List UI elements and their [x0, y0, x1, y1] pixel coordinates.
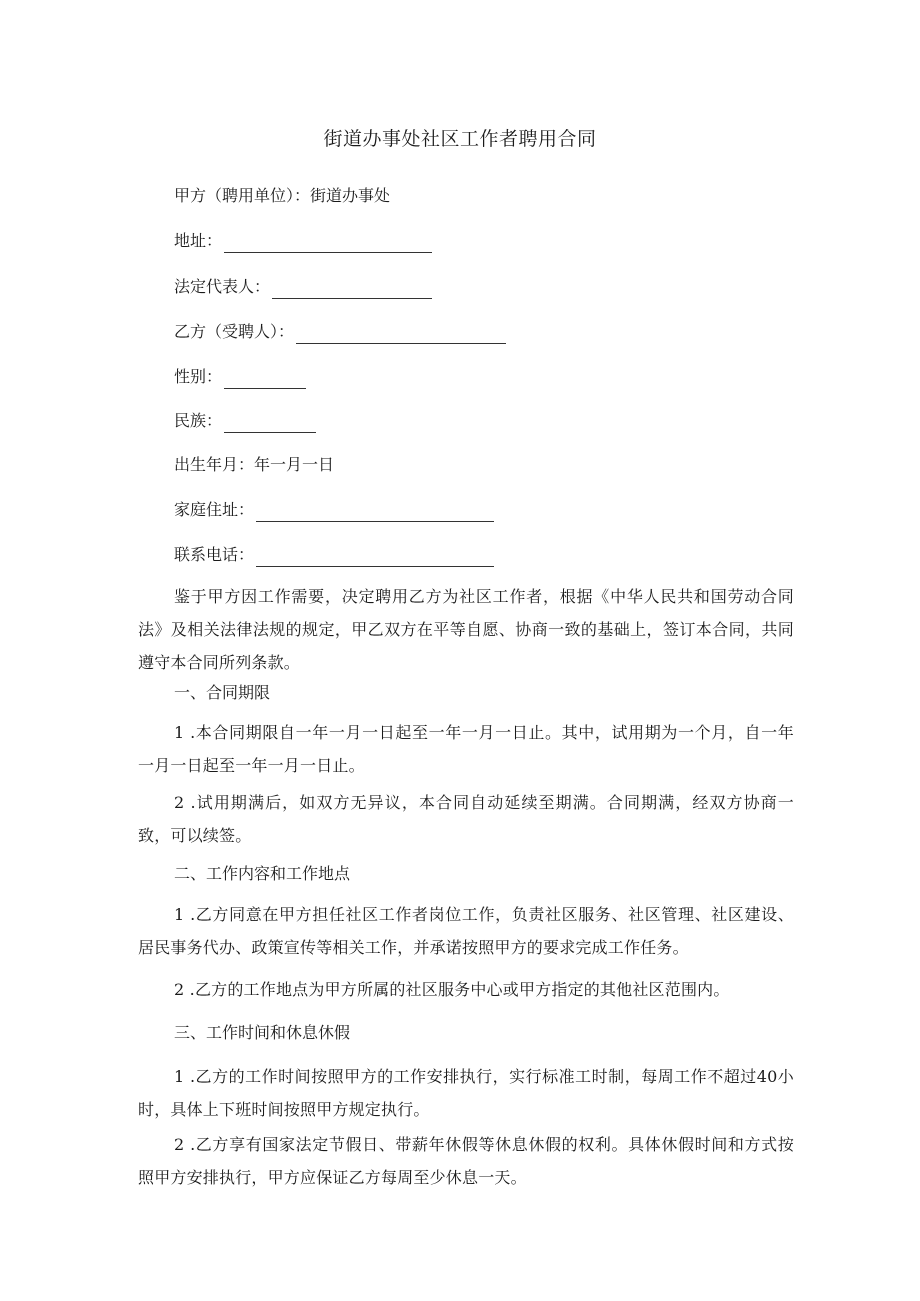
clause-paragraph: 1 .乙方同意在甲方担任社区工作者岗位工作，负责社区服务、社区管理、社区建设、居民事务代办、政策宣传等相关工作，并承诺按照甲方的要求完成工作任务。	[138, 905, 794, 957]
phone-label: 联系电话：	[174, 545, 255, 564]
ethnicity-label: 民族：	[174, 411, 223, 430]
clause-paragraph: 1 .乙方的工作时间按照甲方的工作安排执行，实行标准工时制，每周工作不超过40小时，具体上下班时间按照甲方规定执行。	[138, 1067, 794, 1119]
ethnicity-field	[174, 409, 316, 433]
phone-field	[174, 543, 494, 567]
birth-field	[174, 453, 334, 477]
gender-label: 性别：	[174, 367, 223, 386]
address-blank	[224, 236, 432, 253]
clause-paragraph: 2 .乙方享有国家法定节假日、带薪年休假等休息休假的权利。具体休假时间和方式按照甲方安排执行，甲方应保证乙方每周至少休息一天。	[138, 1135, 794, 1187]
birth-label: 出生年月：年一月一日	[174, 455, 335, 474]
section-heading: 三、工作时间和休息休假	[174, 1023, 351, 1042]
gender-blank	[224, 372, 306, 389]
party-b-blank	[296, 327, 506, 344]
party-b-field	[174, 320, 506, 344]
gender-field	[174, 365, 306, 389]
legal-rep-field	[174, 275, 432, 299]
home-address-blank	[256, 505, 494, 522]
phone-blank	[256, 550, 494, 567]
address-label: 地址：	[174, 231, 223, 250]
home-address-label: 家庭住址：	[174, 500, 255, 519]
clause-paragraph: 2 .试用期满后，如双方无异议，本合同自动延续至期满。合同期满，经双方协商一致，可以续签。	[138, 793, 794, 845]
legal-rep-blank	[272, 282, 432, 299]
ethnicity-blank	[224, 416, 316, 433]
clause-paragraph: 1 .本合同期限自一年一月一日起至一年一月一日止。其中，试用期为一个月，自一年一月一日起至一年一月一日止。	[138, 723, 794, 775]
document-title: 街道办事处社区工作者聘用合同	[323, 128, 597, 150]
legal-rep-label: 法定代表人：	[174, 277, 271, 296]
section-heading: 一、合同期限	[174, 683, 271, 702]
party-a-field	[174, 184, 390, 208]
preamble-paragraph: 鉴于甲方因工作需要，决定聘用乙方为社区工作者，根据《中华人民共和国劳动合同法》及相关法律法规的规定，甲乙双方在平等自愿、协商一致的基础上，签订本合同，共同遵守本合同所列条款。	[138, 587, 794, 672]
party-b-label: 乙方（受聘人）：	[174, 322, 295, 341]
party-a-label: 甲方（聘用单位）：街道办事处	[174, 186, 391, 205]
clause-paragraph: 2 .乙方的工作地点为甲方所属的社区服务中心或甲方指定的其他社区范围内。	[174, 980, 730, 999]
home-address-field	[174, 498, 494, 522]
address-field	[174, 229, 432, 253]
section-heading: 二、工作内容和工作地点	[174, 864, 351, 883]
